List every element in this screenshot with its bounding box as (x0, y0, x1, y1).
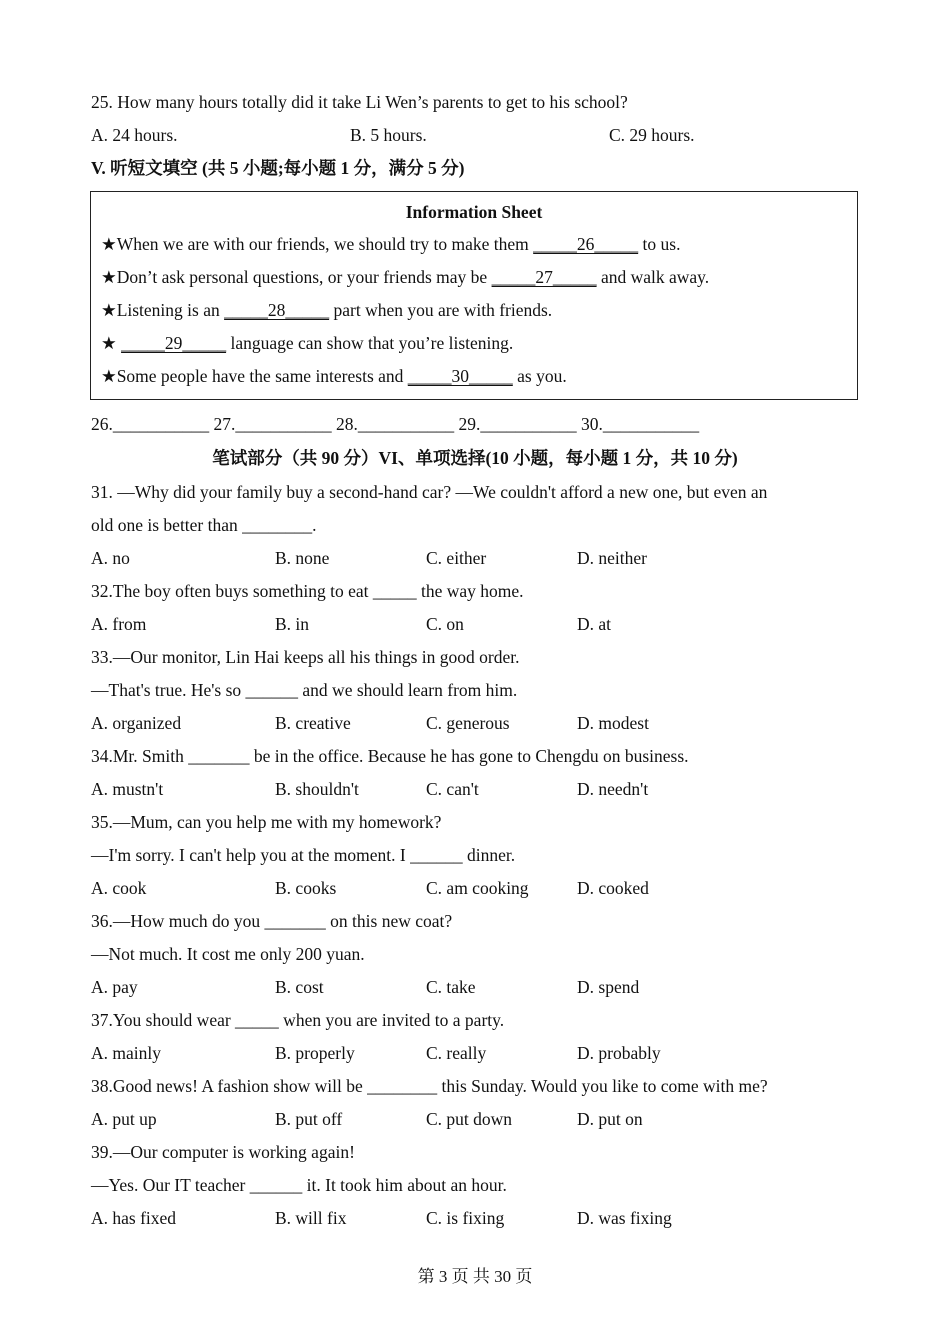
info-text: ★Listening is an (101, 300, 225, 320)
option-a: A. mainly (91, 1043, 161, 1063)
question-25-stem: 25. How many hours totally did it take Li Wen’s parents to get to his school? (91, 92, 628, 112)
question-31-options (91, 547, 871, 569)
info-text: as you. (512, 366, 567, 386)
info-row-27 (101, 266, 709, 288)
option-a: A. mustn't (91, 779, 164, 799)
option-b: B. creative (275, 713, 351, 733)
question-39-line-2: —Yes. Our IT teacher ______ it. It took him about an hour. (91, 1175, 507, 1195)
option-a: A. has fixed (91, 1208, 177, 1228)
blank-28: _____28_____ (224, 300, 330, 320)
option-b: B. will fix (275, 1208, 347, 1228)
option-b: B. 5 hours. (350, 125, 427, 145)
option-c: C. put down (426, 1109, 513, 1129)
info-text: ★When we are with our friends, we should try to make them (101, 234, 534, 254)
question-35-line-2: —I'm sorry. I can't help you at the moment. I ______ dinner. (91, 845, 516, 865)
info-row-26 (101, 233, 680, 255)
info-text: ★Some people have the same interests and (101, 366, 408, 386)
option-a: A. pay (91, 977, 138, 997)
option-d: D. modest (577, 713, 649, 733)
information-sheet (90, 191, 858, 400)
info-text: and walk away. (596, 267, 710, 287)
question-38-line-1: 38.Good news! A fashion show will be ________ this Sunday. Would you like to come with me? (91, 1076, 768, 1096)
info-text: language can show that you’re listening. (226, 333, 514, 353)
question-33-options (91, 712, 871, 734)
information-sheet-title: Information Sheet (405, 202, 543, 222)
option-c: C. either (426, 548, 487, 568)
question-32-options (91, 613, 871, 635)
question-36-line-1: 36.—How much do you _______ on this new coat? (91, 911, 453, 931)
info-row-29 (101, 332, 513, 354)
question-32-line-1: 32.The boy often buys something to eat _____ the way home. (91, 581, 524, 601)
question-35-options (91, 877, 871, 899)
option-a: A. from (91, 614, 147, 634)
option-b: B. none (275, 548, 330, 568)
answer-blanks: 26.___________ 27.___________ 28.___________ 29.___________ 30.___________ (91, 414, 700, 434)
info-text: part when you are with friends. (329, 300, 553, 320)
option-d: D. neither (577, 548, 647, 568)
question-34-line-1: 34.Mr. Smith _______ be in the office. Because he has gone to Chengdu on business. (91, 746, 689, 766)
info-text: to us. (638, 234, 681, 254)
option-c: C. is fixing (426, 1208, 505, 1228)
question-33-line-1: 33.—Our monitor, Lin Hai keeps all his things in good order. (91, 647, 520, 667)
option-b: B. put off (275, 1109, 343, 1129)
option-d: D. spend (577, 977, 640, 997)
option-a: A. organized (91, 713, 182, 733)
option-c: C. take (426, 977, 476, 997)
option-a: A. 24 hours. (91, 125, 178, 145)
question-39-options (91, 1207, 871, 1229)
info-row-28 (101, 299, 552, 321)
blank-26: _____26_____ (533, 234, 639, 254)
section-5-heading: V. 听短文填空 (共 5 小题;每小题 1 分，满分 5 分) (91, 158, 465, 178)
question-38-options (91, 1108, 871, 1130)
option-b: B. in (275, 614, 310, 634)
option-d: D. at (577, 614, 612, 634)
question-37-line-1: 37.You should wear _____ when you are invited to a party. (91, 1010, 505, 1030)
question-36-options (91, 976, 871, 998)
question-36-line-2: —Not much. It cost me only 200 yuan. (91, 944, 365, 964)
question-39-line-1: 39.—Our computer is working again! (91, 1142, 355, 1162)
option-c: C. am cooking (426, 878, 529, 898)
option-d: D. needn't (577, 779, 649, 799)
option-a: A. cook (91, 878, 147, 898)
question-33-line-2: —That's true. He's so ______ and we should learn from him. (91, 680, 518, 700)
option-c: C. 29 hours. (609, 125, 695, 145)
blank-29: _____29_____ (121, 333, 227, 353)
question-31-line-1: 31. —Why did your family buy a second-hand car? —We couldn't afford a new one, but even an (91, 482, 768, 502)
option-d: D. put on (577, 1109, 643, 1129)
option-b: B. cost (275, 977, 324, 997)
question-25-options (91, 124, 871, 146)
question-34-options (91, 778, 871, 800)
info-text: ★Don’t ask personal questions, or your friends may be (101, 267, 492, 287)
option-c: C. on (426, 614, 464, 634)
question-35-line-1: 35.—Mum, can you help me with my homework? (91, 812, 442, 832)
option-c: C. can't (426, 779, 479, 799)
blank-30: _____30_____ (407, 366, 513, 386)
option-b: B. properly (275, 1043, 355, 1063)
option-a: A. put up (91, 1109, 157, 1129)
blank-27: _____27_____ (491, 267, 597, 287)
question-37-options (91, 1042, 871, 1064)
option-c: C. generous (426, 713, 510, 733)
section-6-heading: 笔试部分（共 90 分）VI、单项选择(10 小题，每小题 1 分，共 10 分) (212, 448, 738, 468)
option-b: B. cooks (275, 878, 337, 898)
option-b: B. shouldn't (275, 779, 359, 799)
page-footer: 第 3 页 共 30 页 (417, 1267, 533, 1286)
option-a: A. no (91, 548, 130, 568)
info-text: ★ (101, 333, 122, 353)
question-31-line-2: old one is better than ________. (91, 515, 317, 535)
option-d: D. cooked (577, 878, 649, 898)
option-c: C. really (426, 1043, 487, 1063)
option-d: D. probably (577, 1043, 661, 1063)
info-row-30 (101, 365, 567, 387)
option-d: D. was fixing (577, 1208, 672, 1228)
